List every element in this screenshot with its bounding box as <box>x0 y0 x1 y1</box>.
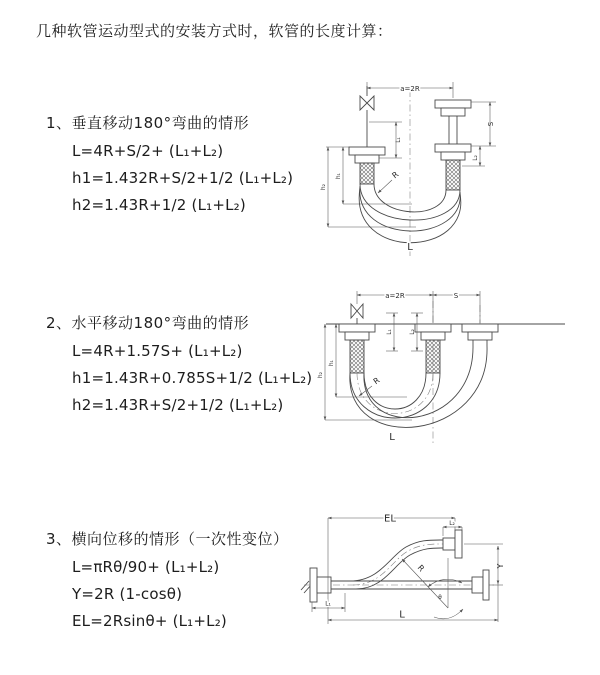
dim-label-h1: h₁ <box>336 173 342 179</box>
braided-hose-left <box>350 340 364 373</box>
left-flange <box>310 568 317 602</box>
valve-icon <box>351 304 363 318</box>
dim-label-a2r: a=2R <box>400 84 420 93</box>
hose-curve <box>350 346 487 427</box>
formula-length: L=4R+1.57S+ (L₁+L₂) <box>72 342 243 360</box>
formula-h2: h2=1.43R+S/2+1/2 (L₁+L₂) <box>72 396 284 414</box>
diagram-vertical-movement <box>312 72 592 264</box>
dim-label-s: S <box>487 121 495 127</box>
length-label: L <box>399 609 405 621</box>
left-flange <box>349 147 385 155</box>
right-flange-upper <box>435 100 471 108</box>
radius-leader <box>359 386 372 396</box>
dim-label-h2: h₂ <box>321 184 327 190</box>
formula-h1: h1=1.432R+S/2+1/2 (L₁+L₂) <box>72 169 294 187</box>
section-lateral-displacement <box>46 528 326 630</box>
formula-length: L=πRθ/90+ (L₁+L₂) <box>72 558 220 576</box>
dim-label-y: Y <box>496 563 505 569</box>
hose-assembly-drawing <box>326 304 565 427</box>
dim-label-l2: L₂ <box>473 155 479 161</box>
diagram-horizontal-movement <box>312 283 592 455</box>
dim-label-l1: L₁ <box>396 137 402 143</box>
upper-flange-displaced-position <box>455 530 462 558</box>
section-3-heading: 3、横向位移的情形（一次性变位） <box>46 530 289 548</box>
left-flange <box>339 324 375 332</box>
angle-arc <box>428 579 462 587</box>
radius-label: R <box>390 169 401 181</box>
middle-flange <box>415 324 451 332</box>
section-2-heading: 2、水平移动180°弯曲的情形 <box>46 314 250 332</box>
braided-hose-middle <box>426 340 440 373</box>
swing-arrow <box>434 609 463 619</box>
valve-icon <box>360 96 374 110</box>
dim-label-el: EL <box>384 513 396 525</box>
dimension-lines <box>325 291 480 420</box>
braided-hose-right <box>446 160 460 190</box>
hose-curve <box>356 548 443 589</box>
dim-label-l2: L₂ <box>449 521 455 527</box>
page-title: 几种软管运动型式的安装方式时，软管的长度计算： <box>36 22 393 40</box>
right-flange-lower <box>435 144 471 152</box>
braided-hose-left <box>360 163 374 184</box>
section-vertical-movement <box>46 112 326 214</box>
radius-label: R <box>371 375 382 387</box>
formula-length: L=4R+S/2+ (L₁+L₂) <box>72 142 224 160</box>
dim-label-h1: h₁ <box>329 360 335 366</box>
right-flange <box>462 324 498 332</box>
dim-label-h2: h₂ <box>318 372 324 378</box>
hose-curve <box>350 373 440 418</box>
formula-h2: h2=1.43R+1/2 (L₁+L₂) <box>72 196 246 214</box>
length-label: L <box>389 432 395 443</box>
diagram-lateral-displacement <box>298 500 598 658</box>
dimension-lines <box>312 518 503 624</box>
dim-label-l1: L₁ <box>387 329 393 335</box>
formula-h1: h1=1.43R+0.785S+1/2 (L₁+L₂) <box>72 369 313 387</box>
dim-label-l1: L₁ <box>325 601 331 608</box>
radius-leader <box>378 180 392 193</box>
dim-label-s: S <box>453 291 459 300</box>
section-1-heading: 1、垂直移动180°弯曲的情形 <box>46 114 250 132</box>
formula-y: Y=2R (1-cosθ) <box>72 585 183 603</box>
dim-label-a2r: a=2R <box>385 291 405 300</box>
formula-el: EL=2Rsinθ+ (L₁+L₂) <box>72 612 227 630</box>
right-flange-straight-position <box>483 570 489 600</box>
length-label: L <box>407 242 413 253</box>
dim-label-l2: L₂ <box>410 329 416 335</box>
angle-label: θ <box>438 595 442 601</box>
radius-label: R <box>415 563 427 574</box>
hose-curve <box>350 540 443 581</box>
hose-assembly-drawing <box>301 530 489 602</box>
section-horizontal-movement <box>46 312 326 414</box>
